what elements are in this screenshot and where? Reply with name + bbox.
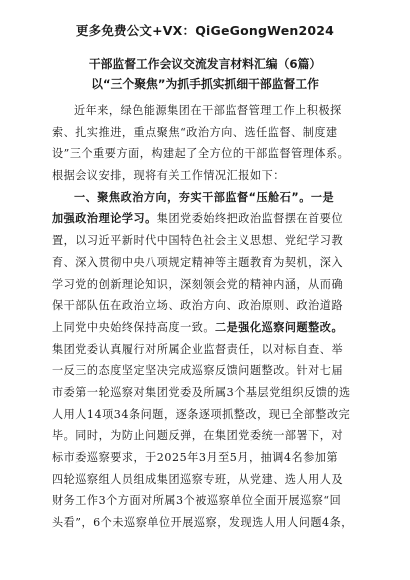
paragraph-line: 加强政治理论学习。集团党委始终把政治监督摆在首要位 <box>52 212 344 226</box>
paragraph-line: 人用人14项34条问题，逐条逐项抓整改，现已全部整改完 <box>52 407 351 421</box>
paragraph-line: 索、扎实推进，重点聚焦“政治方向、选任监督、制度建 <box>52 125 338 139</box>
paragraph-line: 保干部队伍在政治立场、政治方向、政治原则、政治道路 <box>52 299 344 313</box>
paragraph-line: 根据会议安排，现将有关工作情况汇报如下： <box>52 169 285 183</box>
document-title: 干部监督工作会议交流发言材料汇编（6篇） <box>88 57 322 71</box>
paragraph-line: 一反三的态度坚定坚决完成巡察反馈问题整改。针对七届 <box>52 364 344 378</box>
paragraph-line: 毕。同时，为防止问题反弹，在集团党委统一部署下，对 <box>52 429 344 443</box>
speech-title: 以“三个聚焦”为抓手抓实抓细干部监督工作 <box>91 77 319 91</box>
paragraph-line: 近年来，绿色能源集团在干部监督管理工作上积极探 <box>74 104 342 117</box>
paragraph-line: 四轮巡察组人员组成集团巡察专班，从党建、选人用人及 <box>52 472 344 486</box>
paragraph-line: 上同党中央始终保持高度一致。二是强化巡察问题整改。 <box>52 320 344 334</box>
paragraph-line: 标市委巡察要求，于2025年3月至5月，抽调4名参加第 <box>52 451 339 464</box>
paragraph-line: 学习党的创新理论知识，深刻领会党的精神内涵，从而确 <box>52 277 344 291</box>
paragraph-line: 市委第一轮巡察对集团党委及所属3个基层党组织反馈的选 <box>52 385 351 399</box>
paragraph-line: 置，以习近平新时代中国特色社会主义思想、党纪学习教 <box>52 234 344 248</box>
paragraph-line: 育、深入贯彻中央八项规定精神等主题教育为契机，深入 <box>52 255 344 269</box>
section-heading-line: 一、聚焦政治方向，夯实干部监督“压舱石”。一是 <box>74 190 335 204</box>
paragraph-line: 设”三个重要方面，构建起了全方位的干部监督管理体系。 <box>52 147 350 161</box>
paragraph-line: 集团党委认真履行对所属企业监督责任，以对标自查、举 <box>52 342 344 356</box>
body-text <box>52 100 362 534</box>
paragraph-line: 财务工作3个方面对所属3个被巡察单位全面开展巡察“回 <box>52 494 342 508</box>
paragraph-line: 头看”，6个未巡察单位开展巡察，发现选人用人问题4条， <box>52 516 353 530</box>
watermark-header: 更多免费公文+VX：QiGeGongWen2024 <box>75 23 335 38</box>
